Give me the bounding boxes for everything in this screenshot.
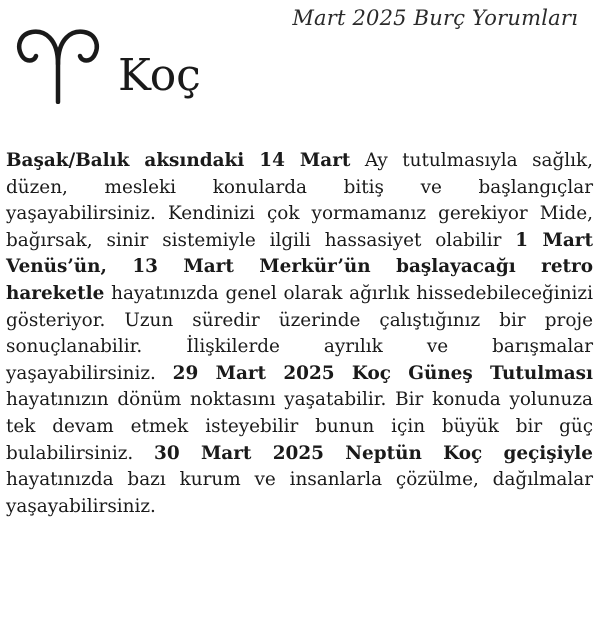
body-bold-segment: 1 Mart Venüs’ün, 13 Mart Merkür’ün başlayacağı retro hareketle	[6, 229, 593, 304]
horoscope-body	[6, 148, 593, 520]
body-text-segment: hayatınızda genel olarak ağırlık hissedebileceğinizi gösteriyor. Uzun süredir üzerinde çalıştığınız bir proje sonuçlanabilir. İlişkilerde ayrılık ve barışmalar yaşayabilirsiniz.	[6, 282, 593, 384]
body-bold-segment: 30 Mart 2025 Neptün Koç geçişiyle	[154, 442, 593, 464]
body-bold-segment: 29 Mart 2025 Koç Güneş Tutulması	[172, 362, 593, 384]
sign-name: Koç	[118, 50, 201, 101]
page-title: Mart 2025 Burç Yorumları	[292, 6, 578, 30]
body-bold-segment: Başak/Balık aksındaki 14 Mart	[6, 150, 351, 171]
body-text-segment: hayatınızda bazı kurum ve insanlarla çözülme, dağılmalar yaşayabilirsiniz.	[6, 469, 593, 517]
aries-icon	[10, 24, 110, 104]
body-text-segment: Ay tutulmasıyla sağlık, düzen, mesleki konularda bitiş ve başlangıçlar yaşayabilirsiniz. Kendinizi çok yormamanız gerekiyor Mide, bağırsak, sinir sistemiyle ilgili hassasiyet olabilir	[6, 150, 594, 251]
body-text-segment: hayatınızın dönüm noktasını yaşatabilir. Bir konuda yolunuza tek devam etmek isteyebilir bunun için büyük bir güç bulabilirsiniz.	[6, 389, 593, 464]
